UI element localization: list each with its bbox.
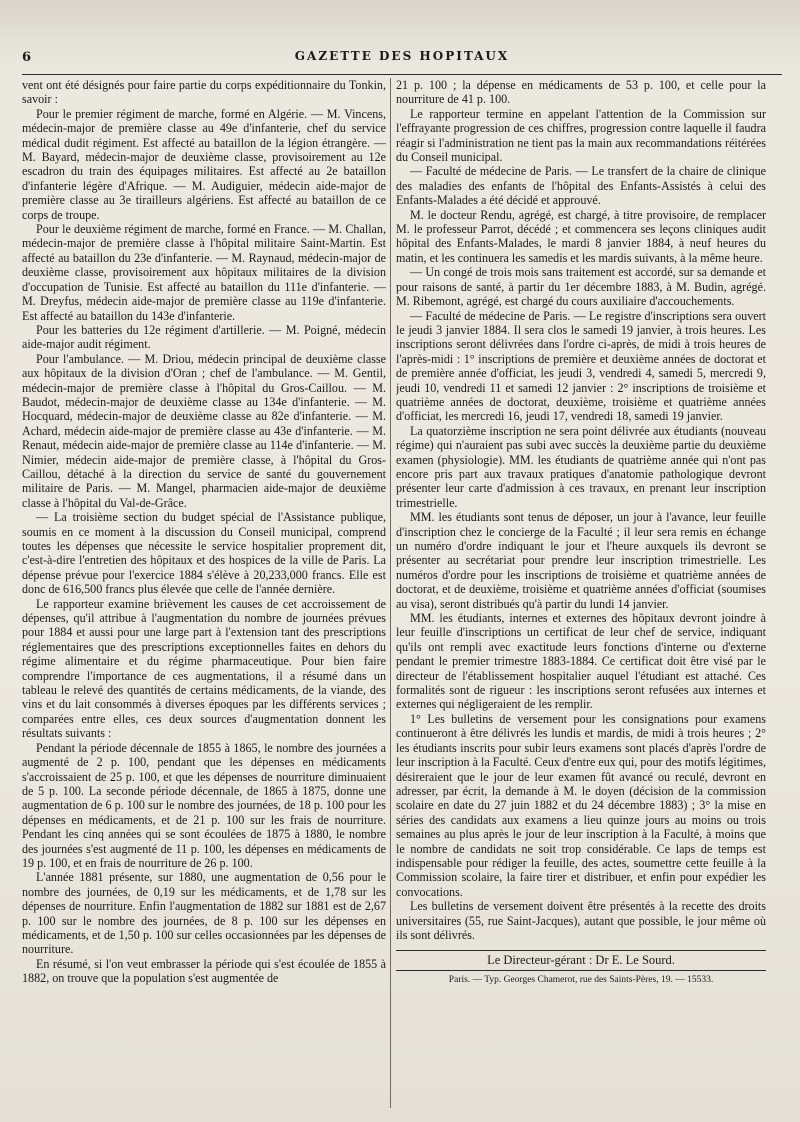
director-signature: Le Directeur-gérant : Dr E. Le Sourd. (396, 950, 766, 970)
paragraph: 1° Les bulletins de versement pour les consignations pour examens continueront à être délivrés les lundis et mardis, de midi à trois heures ; 2° les étudiants inscrits pour subir leurs examens sont placés d'après l'ordre de leur inscription à la Faculté. Ceux d'entre eux qui, pour des motifs légitimes, désireraient que le jour de leur examen fût avancé ou reculé, devront en adresser, par écrit, la demande à M. le doyen (décision de la commission scolaire en date du 27 juin 1882 et du 24 décembre 1883) ; 3° la mise en séries des candidats aux examens a lieu quinze jours au moins ou trois semaines au plus après le jour de leur inscription à la Faculté, à moins que le nombre de candidats ne soit trop considérable. Ce laps de temps est indispensable pour rédiger la feuille, des actes, soumettre cette feuille à la Commission scolaire, la faire tirer et distribuer, et enfin pour expédier les convocations. (396, 711, 766, 899)
page-number: 6 (22, 50, 32, 65)
paragraph: Le rapporteur termine en appelant l'attention de la Commission sur l'effrayante progression de ces chiffres, progression contre laquelle il faudra réagir si l'administration ne tient pas la main aux recommandations réitérées du Conseil municipal. (396, 106, 766, 165)
paragraph: vent ont été désignés pour faire partie du corps expéditionnaire du Tonkin, savoir : (22, 78, 386, 107)
paragraph: 21 p. 100 ; la dépense en médicaments de 53 p. 100, et celle pour la nourriture de 41 p. 100. (396, 78, 766, 107)
paragraph: En résumé, si l'on veut embrasser la période qui s'est écoulée de 1855 à 1882, on trouve que la population s'est augmentée de (22, 956, 386, 986)
paragraph: Pour l'ambulance. — M. Driou, médecin principal de deuxième classe aux hôpitaux de la division d'Oran ; chef de l'ambulance. — M. Gentil, médecin-major de première classe à l'hôpital du Gros-Caillou. — M. Baudot, médecin-major de deuxième classe au 134e d'infanterie. — M. Hocquard, médecin-major de deuxième classe au 82e d'infanterie. — M. Achard, médecin aide-major de première classe au 43e d'infanterie. — M. Renaut, médecin aide-major de première classe au 114e d'infanterie. — M. Nimier, médecin aide-major de première classe, à l'hôpital du Gros-Caillou, détaché à la direction du service de santé du gouvernement militaire de Paris. — M. Mangel, pharmacien aide-major de deuxième classe à l'hôpital du Val-de-Grâce. (22, 351, 386, 510)
paragraph: — Un congé de trois mois sans traitement est accordé, sur sa demande et pour raisons de santé, à partir du 1er décembre 1883, à M. Budin, agrégé. M. Ribemont, agrégé, est chargé du cours auxiliaire d'accouchements. (396, 265, 766, 309)
paragraph: — Faculté de médecine de Paris. — Le transfert de la chaire de clinique des maladies des enfants de l'hôpital des Enfants-Assistés à celui des Enfants-Malades a été décidé et approuvé. (396, 164, 766, 208)
printer-imprint: Paris. — Typ. Georges Chamerot, rue des Saints-Pères, 19. — 15533. (448, 974, 714, 985)
paragraph: M. le docteur Rendu, agrégé, est chargé, à titre provisoire, de remplacer M. le professeur Parrot, décédé ; et commencera ses leçons cliniques audit hôpital des Enfants-Malades, le mardi 8 janvier 1884, à neuf heures du matin, et les continuera les samedis et les mardis suivants, à la même heure. (396, 207, 766, 265)
paragraph: L'année 1881 présente, sur 1880, une augmentation de 0,56 pour le nombre des journées, de 0,19 sur les médicaments, et de 1,78 sur les dépenses de nourriture. Enfin l'augmentation de 1882 sur 1881 est de 2,67 p. 100 sur le nombre des journées, de 8 p. 100 sur les dépenses en médicaments, et de 1,50 p. 100 sur celles occasionnées par les dépenses de nourriture. (22, 870, 386, 957)
paragraph: — La troisième section du budget spécial de l'Assistance publique, soumis en ce moment à la discussion du Conseil municipal, comprend toutes les dépenses que nécessite le service hospitalier proprement dit, c'est-à-dire l'entretien des hôpitaux et des hospices de la ville de Paris. La dépense prévue pour l'exercice 1884 s'élève à 20,233,000 francs. Elle est donc de 616,500 francs plus élevée que celle de l'année dernière. (22, 510, 386, 597)
paragraph: Les bulletins de versement doivent être présentés à la recette des droits universitaires (55, rue Saint-Jacques), autant que possible, le jour même où ils sont délivrés. (396, 899, 766, 942)
paragraph: MM. les étudiants, internes et externes des hôpitaux devront joindre à leur feuille d'inscriptions un certificat de leur chef de service, indiquant qu'ils ont rempli avec exactitude leurs fonctions d'interne ou d'externe pendant le premier trimestre 1883-1884. Ce certificat doit être visé par le directeur de l'établissement hospitalier auquel l'étudiant est attaché. Ces formalités sont de rigueur : les inscriptions seront refusées aux internes et externes qui négligeraient de les remplir. (396, 611, 766, 712)
paragraph: Le rapporteur examine brièvement les causes de cet accroissement de dépenses, qu'il attribue à l'augmentation du nombre de journées prévues pour 1884 et aussi pour une large part à l'extension tant des prescriptions réglementaires que des prescriptions exceptionnelles faites en dehors du régime alimentaire et du régime pharmaceutique. Pour bien faire comprendre l'importance de ces augmentations, il a résumé dans un tableau le relevé des quantités de certains médicaments, de la viande, des vins et du lait consommés à diverses époques par les différents services ; comparées entre elles, ces deux sources d'augmentation donnent les résultats suivants : (22, 596, 386, 741)
paragraph: Pour le deuxième régiment de marche, formé en France. — M. Challan, médecin-major de première classe à l'hôpital militaire Saint-Martin. Est affecté au bataillon du 23e d'infanterie. — M. Raynaud, médecin-major de deuxième classe, provisoirement aux hôpitaux militaires de la division d'occupation de Tunisie. Est affecté au bataillon du 111e d'infanterie. — M. Dreyfus, médecin aide-major de première classe au 119e d'infanterie. Est affecté au bataillon du 143e d'infanterie. (22, 222, 386, 323)
right-column-body (396, 78, 766, 942)
paragraph: Pour le premier régiment de marche, formé en Algérie. — M. Vincens, médecin-major de première classe au 49e d'infanterie, chef du service médical dudit régiment. Est affecté au bataillon de la légion étrangère. — M. Bayard, médecin-major de deuxième classe, provisoirement au 12e escadron du train des équipages militaires. Est affecté au 2e bataillon d'infanterie légère d'Afrique. — M. Audiguier, médecin aide-major de première classe au 3e tirailleurs algériens. Est affecté au bataillon de ce corps de troupe. (22, 106, 386, 222)
page-header (22, 48, 782, 75)
paragraph: — Faculté de médecine de Paris. — Le registre d'inscriptions sera ouvert le jeudi 3 janvier 1884. Il sera clos le samedi 19 janvier, à trois heures. Les inscriptions seront délivrées dans l'ordre ci-après, de midi à trois heures de l'après-midi : 1° inscriptions de première et deuxième années de doctorat et de première année d'officiat, les jeudi 3, vendredi 4, samedi 5, mercredi 9, jeudi 10, vendredi 11 et samedi 12 janvier : 2° inscriptions de troisième et quatrième années de doctorat, deuxième, troisième et quatrième années d'officiat, les mercredi 16, jeudi 17, vendredi 18, samedi 19 janvier. (396, 308, 766, 424)
journal-name: GAZETTE DES HOPITAUX (294, 49, 510, 63)
left-column (22, 78, 386, 1108)
paragraph: Pour les batteries du 12e régiment d'artillerie. — M. Poigné, médecin aide-major audit régiment. (22, 322, 386, 352)
paragraph: MM. les étudiants sont tenus de déposer, un jour à l'avance, leur feuille d'inscription chez le concierge de la Faculté ; il leur sera remis en échange un numéro d'ordre indiquant le jour et l'heure auxquels ils devront se présenter au secrétariat pour prendre leur inscription trimestrielle. Les numéros d'ordre pour les inscriptions de troisième et quatrième années de doctorat, et de deuxième, troisième et quatrième années d'officiat (soumises au visa), seront distribués qu'à partir du lundi 14 janvier. (396, 510, 766, 611)
paragraph: Pendant la période décennale de 1855 à 1865, le nombre des journées a augmenté de 2 p. 100, pendant que les dépenses en médicaments s'accroissaient de 25 p. 100, et que les dépenses de nourriture diminuaient de 5 p. 100. La seconde période décennale, de 1865 à 1875, donne une augmentation de 6 p. 100 sur le nombre des journées, de 18 p. 100 pour les dépenses en médicaments, et de 21 p. 100 sur les frais de nourriture. Pendant les cinq années qui se sont écoulées de 1875 à 1880, le nombre des journées s'est augmenté de 11 p. 100, les dépenses en médicaments de 19 p. 100, et en frais de nourriture de 26 p. 100. (22, 740, 386, 870)
paragraph: La quatorzième inscription ne sera point délivrée aux étudiants (nouveau régime) qui n'auraient pas subi avec succès la deuxième partie du deuxième examen (physiologie). MM. les étudiants de quatrième année qui n'ont pas encore pris part aux travaux pratiques d'anatomie pathologique devront présenter leur carte d'admission à ces travaux, en prenant leur inscription trimestrielle. (396, 423, 766, 510)
column-divider (390, 78, 391, 1108)
right-column (396, 78, 766, 1108)
